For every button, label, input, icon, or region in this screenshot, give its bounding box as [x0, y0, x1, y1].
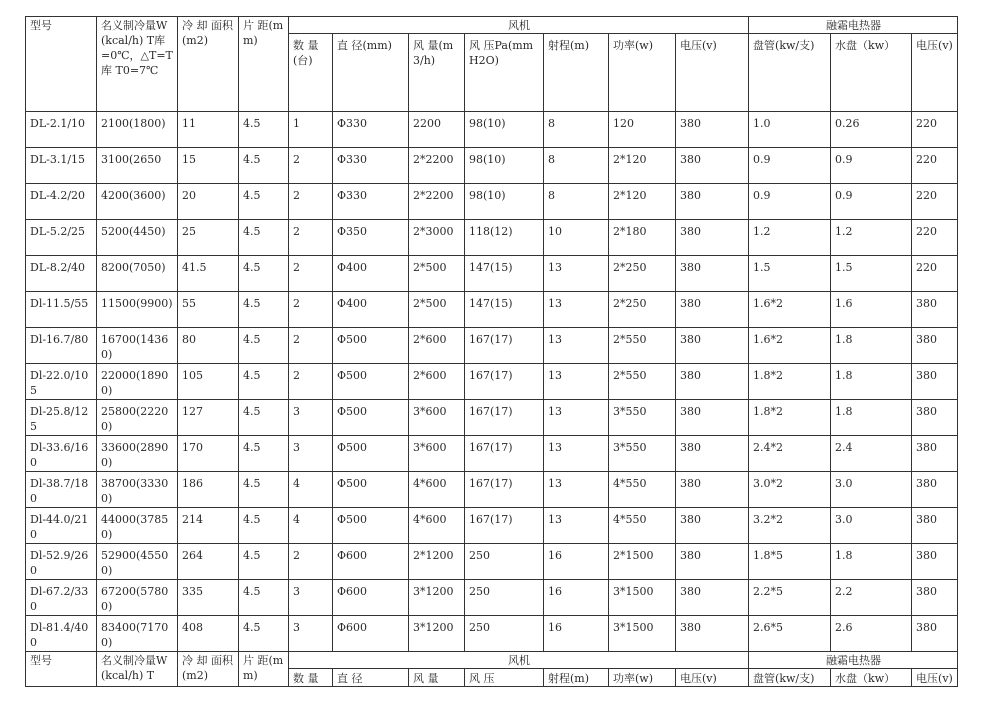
cell-airflow: 3*1200: [409, 616, 465, 652]
cell-defrost-voltage: 220: [912, 256, 958, 292]
cell-capacity: 16700(14360): [97, 328, 178, 364]
cell-pressure: 250: [465, 544, 544, 580]
footer-fin: 片 距(mm): [239, 652, 289, 687]
cell-range: 16: [544, 544, 609, 580]
cell-fin: 4.5: [239, 544, 289, 580]
cell-model: Dl-16.7/80: [26, 328, 97, 364]
cell-airflow: 3*600: [409, 436, 465, 472]
table-row: [26, 364, 958, 400]
header-diameter: 直 径(mm): [333, 34, 409, 112]
cell-capacity: 38700(33300): [97, 472, 178, 508]
cell-fin: 4.5: [239, 328, 289, 364]
cell-defrost-voltage: 220: [912, 148, 958, 184]
cell-voltage: 380: [676, 508, 749, 544]
cell-area: 25: [178, 220, 239, 256]
cell-range: 13: [544, 400, 609, 436]
cell-capacity: 25800(22200): [97, 400, 178, 436]
cell-area: 335: [178, 580, 239, 616]
table-row: [26, 472, 958, 508]
cell-model: DL-3.1/15: [26, 148, 97, 184]
cell-coil: 1.8*2: [749, 364, 831, 400]
cell-power: 2*550: [609, 328, 676, 364]
header-range: 射程(m): [544, 34, 609, 112]
cell-area: 127: [178, 400, 239, 436]
cell-model: DL-5.2/25: [26, 220, 97, 256]
table-row: [26, 148, 958, 184]
cell-pressure: 98(10): [465, 184, 544, 220]
cell-diameter: Φ500: [333, 436, 409, 472]
footer-coil: 盘管(kw/支): [749, 669, 831, 687]
cell-diameter: Φ400: [333, 256, 409, 292]
cell-airflow: 4*600: [409, 472, 465, 508]
cell-range: 8: [544, 112, 609, 148]
cell-diameter: Φ600: [333, 544, 409, 580]
cell-pressure: 250: [465, 616, 544, 652]
cell-fin: 4.5: [239, 292, 289, 328]
cell-power: 2*180: [609, 220, 676, 256]
cell-range: 16: [544, 616, 609, 652]
footer-row-1: [26, 652, 958, 669]
cell-capacity: 83400(71700): [97, 616, 178, 652]
cell-defrost-voltage: 380: [912, 544, 958, 580]
cell-voltage: 380: [676, 148, 749, 184]
cell-model: Dl-52.9/260: [26, 544, 97, 580]
cell-area: 105: [178, 364, 239, 400]
cell-power: 4*550: [609, 472, 676, 508]
cell-diameter: Φ600: [333, 616, 409, 652]
cell-diameter: Φ600: [333, 580, 409, 616]
cell-pressure: 98(10): [465, 148, 544, 184]
cell-pressure: 118(12): [465, 220, 544, 256]
cell-area: 11: [178, 112, 239, 148]
cell-diameter: Φ330: [333, 148, 409, 184]
cell-fan-count: 2: [289, 292, 333, 328]
cell-model: Dl-11.5/55: [26, 292, 97, 328]
cell-pan: 1.5: [831, 256, 912, 292]
table-row: [26, 616, 958, 652]
cell-capacity: 11500(9900): [97, 292, 178, 328]
cell-coil: 0.9: [749, 148, 831, 184]
cell-model: DL-4.2/20: [26, 184, 97, 220]
footer-fan-group: 风机: [289, 652, 749, 669]
cell-defrost-voltage: 380: [912, 616, 958, 652]
header-fin: 片 距(mm): [239, 17, 289, 112]
cell-pan: 2.2: [831, 580, 912, 616]
cell-pressure: 167(17): [465, 472, 544, 508]
table-row: [26, 256, 958, 292]
cell-voltage: 380: [676, 364, 749, 400]
cell-model: Dl-44.0/210: [26, 508, 97, 544]
cell-power: 2*120: [609, 184, 676, 220]
cell-power: 4*550: [609, 508, 676, 544]
cell-pan: 1.8: [831, 544, 912, 580]
cell-model: Dl-38.7/180: [26, 472, 97, 508]
cell-fan-count: 2: [289, 364, 333, 400]
cell-airflow: 2*2200: [409, 148, 465, 184]
cell-area: 214: [178, 508, 239, 544]
cell-area: 186: [178, 472, 239, 508]
cell-defrost-voltage: 380: [912, 472, 958, 508]
cell-pressure: 167(17): [465, 436, 544, 472]
cell-airflow: 4*600: [409, 508, 465, 544]
cell-fin: 4.5: [239, 616, 289, 652]
footer-power: 功率(w): [609, 669, 676, 687]
cell-coil: 3.2*2: [749, 508, 831, 544]
cell-model: Dl-33.6/160: [26, 436, 97, 472]
table-row: [26, 508, 958, 544]
header-count: 数 量(台): [289, 34, 333, 112]
cell-airflow: 2200: [409, 112, 465, 148]
cell-defrost-voltage: 380: [912, 580, 958, 616]
cell-pan: 1.8: [831, 364, 912, 400]
cell-power: 2*250: [609, 292, 676, 328]
cell-fan-count: 2: [289, 184, 333, 220]
cell-coil: 2.6*5: [749, 616, 831, 652]
footer-capacity: 名义制冷量W(kcal/h) T: [97, 652, 178, 687]
cell-fin: 4.5: [239, 400, 289, 436]
footer-pressure: 风 压: [465, 669, 544, 687]
cell-fan-count: 1: [289, 112, 333, 148]
cell-voltage: 380: [676, 472, 749, 508]
cell-power: 2*120: [609, 148, 676, 184]
cell-range: 13: [544, 328, 609, 364]
cell-voltage: 380: [676, 112, 749, 148]
cell-airflow: 2*1200: [409, 544, 465, 580]
table-row: [26, 184, 958, 220]
cell-range: 16: [544, 580, 609, 616]
cell-fan-count: 3: [289, 400, 333, 436]
footer-range: 射程(m): [544, 669, 609, 687]
table-row: [26, 400, 958, 436]
cell-area: 15: [178, 148, 239, 184]
header-airflow: 风 量(m3/h): [409, 34, 465, 112]
footer-voltage: 电压(v): [676, 669, 749, 687]
cell-fin: 4.5: [239, 364, 289, 400]
cell-range: 8: [544, 184, 609, 220]
cell-range: 13: [544, 436, 609, 472]
cell-capacity: 67200(57800): [97, 580, 178, 616]
cell-diameter: Φ500: [333, 364, 409, 400]
table-row: [26, 436, 958, 472]
cell-fan-count: 2: [289, 544, 333, 580]
cell-range: 13: [544, 256, 609, 292]
footer-airflow: 风 量: [409, 669, 465, 687]
cell-power: 3*550: [609, 400, 676, 436]
footer-count: 数 量: [289, 669, 333, 687]
cell-power: 2*550: [609, 364, 676, 400]
cell-airflow: 2*500: [409, 292, 465, 328]
cell-voltage: 380: [676, 580, 749, 616]
cell-pan: 0.26: [831, 112, 912, 148]
cell-diameter: Φ330: [333, 184, 409, 220]
cell-voltage: 380: [676, 400, 749, 436]
cell-defrost-voltage: 220: [912, 220, 958, 256]
table-row: [26, 544, 958, 580]
table-row: [26, 220, 958, 256]
cell-airflow: 2*600: [409, 328, 465, 364]
cell-pressure: 147(15): [465, 256, 544, 292]
cell-defrost-voltage: 220: [912, 112, 958, 148]
cell-model: Dl-22.0/105: [26, 364, 97, 400]
cell-pan: 2.4: [831, 436, 912, 472]
cell-coil: 1.0: [749, 112, 831, 148]
cell-range: 10: [544, 220, 609, 256]
cell-capacity: 4200(3600): [97, 184, 178, 220]
cell-voltage: 380: [676, 544, 749, 580]
cell-fan-count: 3: [289, 436, 333, 472]
cell-pan: 3.0: [831, 508, 912, 544]
cell-pan: 1.2: [831, 220, 912, 256]
cell-defrost-voltage: 380: [912, 508, 958, 544]
cell-defrost-voltage: 220: [912, 184, 958, 220]
cell-airflow: 2*2200: [409, 184, 465, 220]
cell-capacity: 44000(37850): [97, 508, 178, 544]
cell-power: 120: [609, 112, 676, 148]
cell-model: Dl-81.4/400: [26, 616, 97, 652]
header-fan-group: 风机: [289, 17, 749, 34]
header-power: 功率(w): [609, 34, 676, 112]
cell-fan-count: 2: [289, 256, 333, 292]
cell-diameter: Φ400: [333, 292, 409, 328]
cell-pressure: 167(17): [465, 364, 544, 400]
cell-range: 8: [544, 148, 609, 184]
cell-capacity: 8200(7050): [97, 256, 178, 292]
cell-capacity: 33600(28900): [97, 436, 178, 472]
cell-coil: 1.2: [749, 220, 831, 256]
cell-fin: 4.5: [239, 508, 289, 544]
cell-pressure: 167(17): [465, 400, 544, 436]
table-row: [26, 112, 958, 148]
cell-airflow: 2*600: [409, 364, 465, 400]
cell-range: 13: [544, 292, 609, 328]
evaporator-spec-table: [25, 16, 958, 687]
cell-range: 13: [544, 364, 609, 400]
cell-fin: 4.5: [239, 148, 289, 184]
cell-defrost-voltage: 380: [912, 436, 958, 472]
header-voltage: 电压(v): [676, 34, 749, 112]
footer-defrost-group: 融霜电热器: [749, 652, 958, 669]
cell-power: 2*250: [609, 256, 676, 292]
cell-pan: 1.8: [831, 400, 912, 436]
cell-coil: 1.8*5: [749, 544, 831, 580]
cell-pan: 0.9: [831, 184, 912, 220]
cell-diameter: Φ350: [333, 220, 409, 256]
header-coil: 盘管(kw/支): [749, 34, 831, 112]
cell-area: 20: [178, 184, 239, 220]
cell-defrost-voltage: 380: [912, 292, 958, 328]
cell-pressure: 250: [465, 580, 544, 616]
cell-model: Dl-67.2/330: [26, 580, 97, 616]
cell-airflow: 3*1200: [409, 580, 465, 616]
cell-area: 264: [178, 544, 239, 580]
cell-fin: 4.5: [239, 220, 289, 256]
cell-defrost-voltage: 380: [912, 364, 958, 400]
cell-area: 170: [178, 436, 239, 472]
cell-fin: 4.5: [239, 184, 289, 220]
cell-fan-count: 4: [289, 472, 333, 508]
cell-model: DL-2.1/10: [26, 112, 97, 148]
cell-fin: 4.5: [239, 112, 289, 148]
cell-coil: 2.2*5: [749, 580, 831, 616]
cell-pressure: 147(15): [465, 292, 544, 328]
header-area: 冷 却 面积 (m2): [178, 17, 239, 112]
cell-diameter: Φ330: [333, 112, 409, 148]
cell-fan-count: 2: [289, 220, 333, 256]
cell-diameter: Φ500: [333, 328, 409, 364]
cell-voltage: 380: [676, 292, 749, 328]
cell-pan: 1.8: [831, 328, 912, 364]
cell-voltage: 380: [676, 220, 749, 256]
cell-defrost-voltage: 380: [912, 328, 958, 364]
cell-pan: 2.6: [831, 616, 912, 652]
cell-diameter: Φ500: [333, 400, 409, 436]
cell-coil: 3.0*2: [749, 472, 831, 508]
cell-voltage: 380: [676, 436, 749, 472]
cell-voltage: 380: [676, 256, 749, 292]
header-defrost-voltage: 电压(v): [912, 34, 958, 112]
cell-area: 55: [178, 292, 239, 328]
cell-power: 3*550: [609, 436, 676, 472]
cell-fan-count: 2: [289, 148, 333, 184]
header-pan: 水盘（kw）: [831, 34, 912, 112]
cell-capacity: 3100(2650: [97, 148, 178, 184]
table-row: [26, 328, 958, 364]
footer-model: 型号: [26, 652, 97, 687]
cell-model: Dl-25.8/125: [26, 400, 97, 436]
cell-range: 13: [544, 472, 609, 508]
cell-capacity: 2100(1800): [97, 112, 178, 148]
header-pressure: 风 压Pa(mmH2O): [465, 34, 544, 112]
cell-voltage: 380: [676, 328, 749, 364]
cell-fan-count: 2: [289, 328, 333, 364]
cell-fan-count: 4: [289, 508, 333, 544]
header-capacity: 名义制冷量W(kcal/h) T库=0℃，△T=T库 T0=7℃: [97, 17, 178, 112]
cell-power: 3*1500: [609, 616, 676, 652]
header-defrost-group: 融霜电热器: [749, 17, 958, 34]
footer-area: 冷 却 面积 (m2): [178, 652, 239, 687]
table-row: [26, 580, 958, 616]
cell-defrost-voltage: 380: [912, 400, 958, 436]
cell-coil: 1.5: [749, 256, 831, 292]
cell-coil: 1.8*2: [749, 400, 831, 436]
cell-pressure: 98(10): [465, 112, 544, 148]
header-model: 型号: [26, 17, 97, 112]
cell-pressure: 167(17): [465, 508, 544, 544]
cell-voltage: 380: [676, 616, 749, 652]
cell-airflow: 2*500: [409, 256, 465, 292]
cell-airflow: 2*3000: [409, 220, 465, 256]
cell-capacity: 52900(45500): [97, 544, 178, 580]
cell-area: 408: [178, 616, 239, 652]
footer-diameter: 直 径: [333, 669, 409, 687]
cell-fin: 4.5: [239, 472, 289, 508]
cell-fin: 4.5: [239, 256, 289, 292]
cell-pan: 3.0: [831, 472, 912, 508]
cell-area: 80: [178, 328, 239, 364]
cell-diameter: Φ500: [333, 508, 409, 544]
cell-coil: 0.9: [749, 184, 831, 220]
cell-fin: 4.5: [239, 436, 289, 472]
cell-fin: 4.5: [239, 580, 289, 616]
table-row: [26, 292, 958, 328]
cell-fan-count: 3: [289, 580, 333, 616]
footer-pan: 水盘（kw）: [831, 669, 912, 687]
header-row-1: [26, 17, 958, 34]
cell-pan: 0.9: [831, 148, 912, 184]
cell-model: DL-8.2/40: [26, 256, 97, 292]
cell-coil: 1.6*2: [749, 328, 831, 364]
cell-pan: 1.6: [831, 292, 912, 328]
cell-area: 41.5: [178, 256, 239, 292]
cell-power: 3*1500: [609, 580, 676, 616]
cell-pressure: 167(17): [465, 328, 544, 364]
cell-capacity: 5200(4450): [97, 220, 178, 256]
footer-defrost-voltage: 电压(v): [912, 669, 958, 687]
cell-capacity: 22000(18900): [97, 364, 178, 400]
cell-airflow: 3*600: [409, 400, 465, 436]
cell-voltage: 380: [676, 184, 749, 220]
cell-coil: 1.6*2: [749, 292, 831, 328]
cell-coil: 2.4*2: [749, 436, 831, 472]
cell-fan-count: 3: [289, 616, 333, 652]
cell-power: 2*1500: [609, 544, 676, 580]
cell-diameter: Φ500: [333, 472, 409, 508]
cell-range: 13: [544, 508, 609, 544]
